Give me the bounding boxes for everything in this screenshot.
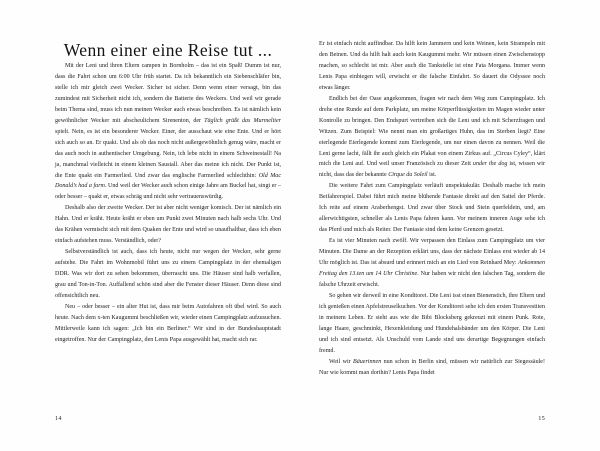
italic-title: Täglich grüßt das Murmeltier [204,117,282,124]
paragraph: Weil wir Bäuerinnen nun schon in Berlin sind, müssen wir natürlich zur Siegessäule! Nur wie kommt man dorthin? Lenis Papa findet [319,358,545,376]
page-title: Wenn einer eine Reise tut ... [63,40,273,60]
page-right [300,0,600,451]
italic-title: under the dog [472,161,508,168]
paragraph: Neu – oder besser – ein alter Hut ist, dass mir beim Autofahren oft übel wird. So auch heute. Nach dem x-ten Kaugummi beschließen wir, wieder einen Campingplatz aufzusuchen. Mittlerweile kann ich sagen: „Ich bin ein Berliner.“ Wir sind in der Bundeshauptstadt eingetroffen. Nur der Campingplatz, den Lenis Papa ausgewählt hat, macht sich rar. [55,303,281,343]
italic-title: Ankommen Freitag den 13.ten um 14 Uhr Christine [319,260,545,278]
paragraph: Er ist einfach nicht auffindbar. Da hilft kein Jammern und kein Weinen, kein Strampeln mit den Beinen. Und da hilft halt auch kein Kaugummi mehr. Wir müssen einen Zwischenstopp machen, so schlecht ist mir. Aber auch die Tankstelle ist eine Fata Morgana. Immer wenn Lenis Papa einbiegen will, erwischt er die falsche Einfahrt. So dauert die Odyssee noch etwas länger. [319,41,545,91]
paragraph: So gehen wir derweil in eine Konditorei. Die Leni isst einen Bienenstich, ihre Eltern und ich genießen einen Apfelstreuselkuchen. Vor der Konditorei sehe ich den ersten Transvestiten in meinem Leben. Er sieht aus wie die Bibi Blocksberg gekreuzt mit einem Punk. Rote, lange Haare, geschminkt, Hexenkleidung und Hundehalsbänder um den Körper. Die Leni und ich sind entsetzt. Als Unschuld vom Lande sind uns derartige Begegnungen einfach fremd. [319,292,545,354]
page-number-left: 14 [55,415,62,422]
paragraph: Die weitere Fahrt zum Campingplatz verläuft unspektakulär. Deshalb mache ich mein Beifahrerspiel. Dabei führt mich meine blühende Fantasie direkt auf den Sattel der Pferde. Ich reite auf einem Araberhengst. Und zwar über Stock und Stein querfeldein, und, am allerwichtigsten, schneller als Lenis Papa fahren kann. Vor meinem inneren Auge sehe ich das Pferd und mich als Reiter. Der Fantasie sind dem keine Grenzen gesetzt. [319,183,545,234]
paragraph: Es ist vier Minuten nach zwölf. Wir verpassen den Einlass zum Campingplatz um vier Minuten. Die Dame an der Rezeption erklärt uns, dass der nächste Einlass erst wieder ab 14 Uhr möglich ist. Das ist absurd und erinnert mich an ein Lied von Reinhard Mey: Ankommen Freitag den 13.ten um 14 Uhr Christine. Nur haben wir nicht den falschen Tag, sondern die falsche Uhrzeit erwischt. [319,238,545,288]
italic-title: Cirque du Soleil [388,172,428,179]
paragraph: Selbstverständlich ist auch, dass ich heute, nicht nur wegen der Wecker, sehr gerne aufstehe. Die Fahrt im Wohnmobil führt uns zu einem Campingplatz in der ehemaligen DDR. Was wir dort zu sehen bekommen, überrascht uns. Die Häuser sind halb verfallen, grau und Ton-in-Ton. Auffallend schön sind aber die Fenster dieser Häuser. Denn diese sind offensichtlich neu. [55,249,281,300]
page-number-right: 15 [538,415,545,422]
italic-title: Bäuerinnen [353,358,382,365]
left-column-text [55,61,281,346]
right-column-text [319,0,545,379]
paragraph: Mit der Leni und ihren Eltern campen in Bornholm – das ist ein Spaß! Dumm ist nur, dass die Fahrt schon um 6:00 Uhr früh startet. Da ich bekanntlich ein Siebenschläfer bin, stelle ich mir gleich zwei Wecker. Sicher ist sicher. Denn wenn einer versagt, bin das zumindest mit Sicherheit nicht ich, sondern die Batterie des Weckers. Und weil wir gerade beim Thema sind, muss ich nun meinen Wecker auch etwas beschreiben. Es ist nämlich kein gewöhnlicher Wecker mit abscheulichem Sirenenton, der Täglich grüßt das Murmeltier spielt. Nein, es ist ein besonderer Wecker. Einer, der ausschaut wie eine Ente. Und er hört sich auch so an. Er quakt. Und als ob das noch nicht außergewöhnlich genug wäre, macht er das auch noch in authentischer Umgebung. Nein, ich lebe nicht in einem Schweinestall! Na ja, manchmal vielleicht in einem kleinen Saustall. Aber das meine ich nicht. Der Punkt ist, die Ente quakt ein Farmerlied. Und zwar das englische Farmerlied schlechthin: Old Mac Donald’s had a farm. Und weil der Wecker auch schon einige Jahre am Buckel hat, singt er – oder besser – quakt er, etwas schräg und nicht sehr vertrauenswürdig. [55,63,282,201]
paragraph: Deshalb also der zweite Wecker. Der ist aber nicht weniger komisch. Der ist nämlich ein Hahn. Und er kräht. Heute kräht er eben um Punkt zwei Minuten nach halb sechs Uhr. Und das Krähen vermischt sich mit dem Quaken der Ente und wird so unaufhaltbar, dass ich eben einfach aufstehen muss. Verständlich, oder? [55,205,281,245]
italic-title: Old Mac Donald’s had a farm [55,172,282,190]
paragraph: Endlich bei der Oase angekommen, fragen wir nach dem Weg zum Campingplatz. Ich drehe eine Runde auf dem Parkplatz, um meine Körperflüssigkeiten im Magen wieder unter Kontrolle zu bringen. Den Endspurt vertreiben sich die Leni und ich mit Scherzfragen und Witzen. Zum Beispiel: Wie nennt man ein großartiges Huhn, das im Sterben liegt? Eine eierlegende Eierlegende kommt zum Eierlegende, um nur einen davon zu nennen. Weil die Leni gerne lacht, fällt ihr auch gleich ein Plakat von einem Zirkus auf. „Circus Cyley“, klärt mich die Leni auf. Und weil unser Französisch zu dieser Zeit under the dog ist, wissen wir nicht, dass das der bekannte Cirque du Soleil ist. [319,95,545,179]
